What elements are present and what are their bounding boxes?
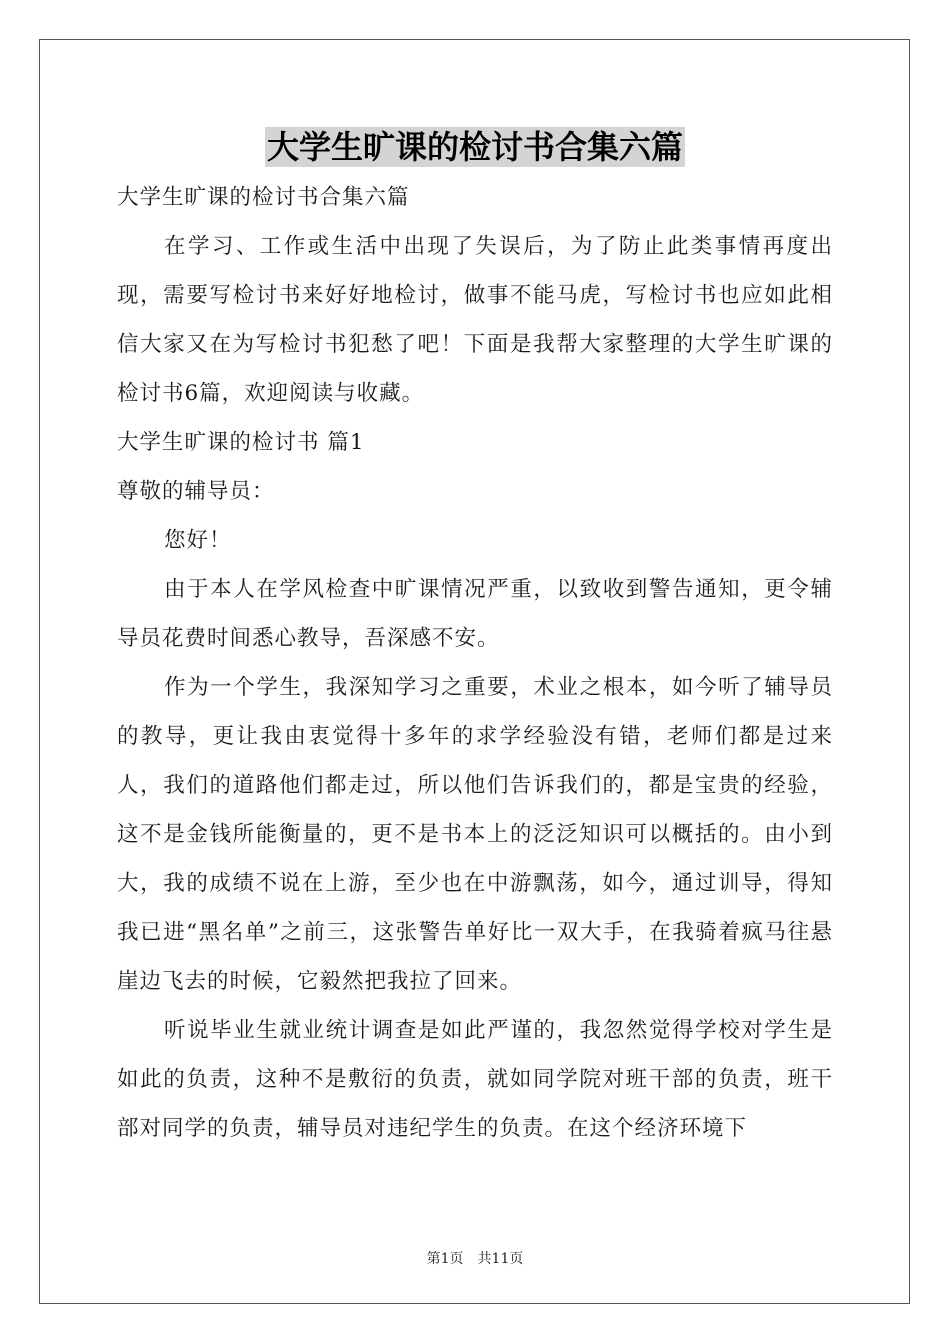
page-number: 第1页 [426, 1251, 464, 1267]
document-body [117, 173, 833, 1153]
page-footer [0, 1248, 950, 1268]
intro-paragraph: 在学习、工作或生活中出现了失误后，为了防止此类事情再度出现，需要写检讨书来好好地检讨，做事不能马虎，写检讨书也应如此相信大家又在为写检讨书犯愁了吧！下面是我帮大家整理的大学生旷课的检讨书6篇，欢迎阅读与收藏。 [117, 234, 833, 406]
page-total: 共11页 [477, 1251, 524, 1267]
section-heading: 大学生旷课的检讨书 篇1 [117, 430, 365, 455]
subtitle-paragraph: 大学生旷课的检讨书合集六篇 [117, 185, 410, 210]
salutation: 尊敬的辅导员： [117, 479, 275, 504]
document-title: 大学生旷课的检讨书合集六篇 [266, 128, 683, 166]
greeting: 您好！ [164, 528, 232, 553]
body-paragraph: 由于本人在学风检查中旷课情况严重，以致收到警告通知，更令辅导员花费时间悉心教导，吾深感不安。 [117, 577, 833, 651]
title-container [0, 127, 950, 167]
body-paragraph: 作为一个学生，我深知学习之重要，术业之根本，如今听了辅导员的教导，更让我由衷觉得十多年的求学经验没有错，老师们都是过来人，我们的道路他们都走过，所以他们告诉我们的，都是宝贵的经验，这不是金钱所能衡量的，更不是书本上的泛泛知识可以概括的。由小到大，我的成绩不说在上游，至少也在中游飘荡，如今，通过训导，得知我已进“黑名单”之前三，这张警告单好比一双大手，在我骑着疯马往悬崖边飞去的时候，它毅然把我拉了回来。 [117, 675, 833, 994]
body-paragraph: 听说毕业生就业统计调查是如此严谨的，我忽然觉得学校对学生是如此的负责，这种不是敷衍的负责，就如同学院对班干部的负责，班干部对同学的负责，辅导员对违纪学生的负责。在这个经济环境下 [117, 1018, 833, 1141]
